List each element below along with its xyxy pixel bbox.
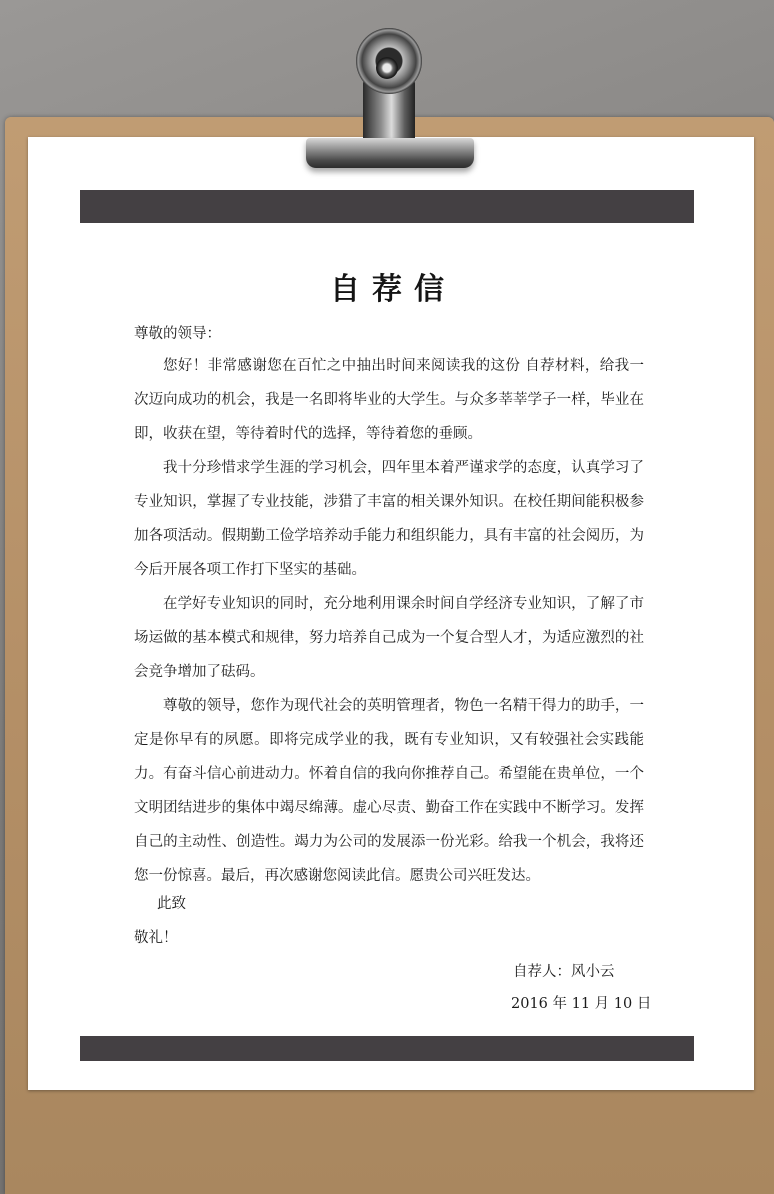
signer: 自荐人：风小云 xyxy=(513,964,615,980)
letter-title: 自荐信 xyxy=(330,272,456,307)
paragraph-3: 在学好专业知识的同时，充分地利用课余时间自学经济专业知识，了解了市场运做的基本模式和规律，努力培养自己成为一个复合型人才，为适应激烈的社会竞争增加了砝码。 xyxy=(134,596,644,680)
letter-date: 2016 年 11 月 10 日 xyxy=(511,996,652,1012)
paragraph-1: 您好！非常感谢您在百忙之中抽出时间来阅读我的这份 自荐材料，给我一次迈向成功的机会，我是一名即将毕业的大学生。与众多莘莘学子一样，毕业在即，收获在望，等待着时代的选择，等待着您的垂顾。 xyxy=(134,358,644,442)
salutation: 尊敬的领导： xyxy=(134,326,221,342)
binder-clip-icon xyxy=(0,0,774,200)
bottom-decorative-bar xyxy=(80,1036,694,1061)
closing-line-2: 敬礼！ xyxy=(134,930,178,946)
paragraph-2: 我十分珍惜求学生涯的学习机会，四年里本着严谨求学的态度，认真学习了专业知识，掌握了专业技能，涉猎了丰富的相关课外知识。在校任期间能积极参加各项活动。假期勤工俭学培养动手能力和组织能力，具有丰富的社会阅历，为今后开展各项工作打下坚实的基础。 xyxy=(134,460,644,578)
clip-rivet xyxy=(376,57,398,79)
closing-line-1: 此致 xyxy=(157,896,186,912)
paragraph-4: 尊敬的领导，您作为现代社会的英明管理者，物色一名精干得力的助手，一定是你早有的夙愿。即将完成学业的我，既有专业知识，又有较强社会实践能力。有奋斗信心前进动力。怀着自信的我向你推荐自己。希望能在贵单位，一个文明团结进步的集体中竭尽绵薄。虚心尽责、勤奋工作在实践中不断学习。发挥自己的主动性、创造性。竭力为公司的发展添一份光彩。给我一个机会，我将还您一份惊喜。最后，再次感谢您阅读此信。愿贵公司兴旺发达。 xyxy=(134,698,644,884)
clip-jaw xyxy=(306,138,474,168)
